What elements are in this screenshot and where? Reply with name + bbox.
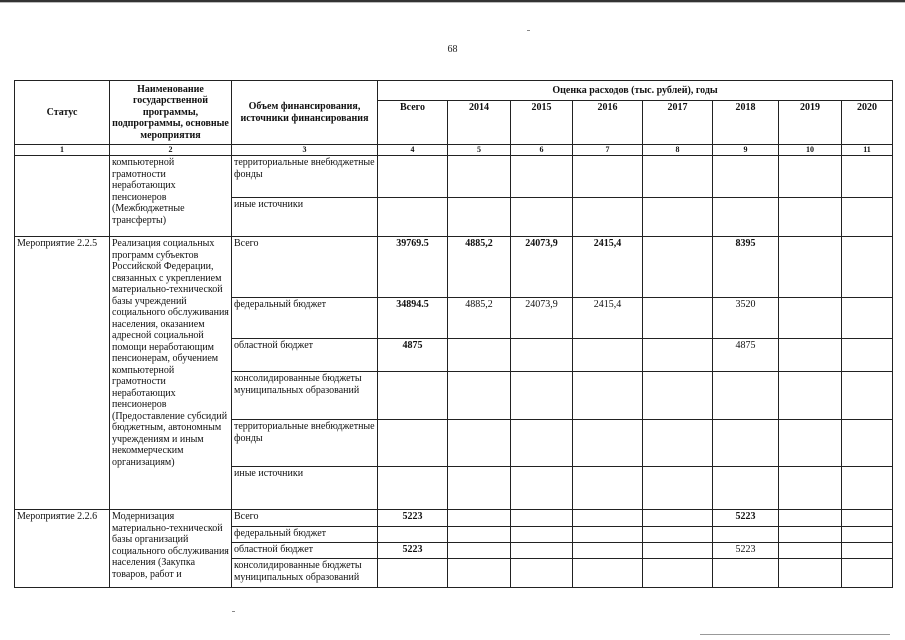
column-number: 6 xyxy=(511,145,573,156)
value-2014 xyxy=(448,198,511,237)
value-2016 xyxy=(573,420,643,467)
value-2016 xyxy=(573,467,643,510)
status-cell xyxy=(15,156,110,237)
value-2015: 24073,9 xyxy=(511,298,573,339)
value-2018 xyxy=(713,467,779,510)
header-name: Наименование государственной программы, подпрограммы, основные мероприятия xyxy=(110,81,232,145)
value-total xyxy=(378,372,448,420)
value-2014 xyxy=(448,543,511,559)
header-year: 2019 xyxy=(779,101,842,145)
value-2014 xyxy=(448,420,511,467)
column-number: 4 xyxy=(378,145,448,156)
measure-name: компьютерной грамотности неработающих пенсионеров (Межбюджетные трансферты) xyxy=(110,156,232,237)
value-2017 xyxy=(643,510,713,527)
value-2018 xyxy=(713,559,779,588)
status-cell: Мероприятие 2.2.5 xyxy=(15,237,110,510)
value-2014 xyxy=(448,372,511,420)
page-number: 68 xyxy=(447,44,458,55)
value-2019 xyxy=(779,527,842,543)
value-2020 xyxy=(842,527,893,543)
bottom-rule xyxy=(700,634,890,635)
value-2019 xyxy=(779,156,842,198)
table-row xyxy=(15,237,893,298)
value-2016 xyxy=(573,372,643,420)
value-2018 xyxy=(713,198,779,237)
column-number: 3 xyxy=(232,145,378,156)
value-2016 xyxy=(573,559,643,588)
funding-source: федеральный бюджет xyxy=(232,298,378,339)
value-2015 xyxy=(511,156,573,198)
value-2018: 8395 xyxy=(713,237,779,298)
column-number: 8 xyxy=(643,145,713,156)
value-2019 xyxy=(779,543,842,559)
value-2019 xyxy=(779,372,842,420)
value-total xyxy=(378,198,448,237)
value-2018 xyxy=(713,527,779,543)
value-2014 xyxy=(448,559,511,588)
funding-source: Всего xyxy=(232,237,378,298)
value-2018: 5223 xyxy=(713,543,779,559)
value-total: 4875 xyxy=(378,339,448,372)
status-cell: Мероприятие 2.2.6 xyxy=(15,510,110,588)
value-2015: 24073,9 xyxy=(511,237,573,298)
value-2020 xyxy=(842,298,893,339)
funding-source: областной бюджет xyxy=(232,339,378,372)
value-2019 xyxy=(779,510,842,527)
value-2015 xyxy=(511,527,573,543)
value-2016 xyxy=(573,543,643,559)
header-year: 2014 xyxy=(448,101,511,145)
value-2017 xyxy=(643,339,713,372)
value-2014 xyxy=(448,339,511,372)
value-2015 xyxy=(511,559,573,588)
financing-table xyxy=(14,80,893,588)
header-total: Всего xyxy=(378,101,448,145)
top-rule-secondary xyxy=(0,2,905,3)
value-total: 5223 xyxy=(378,510,448,527)
column-number-row xyxy=(15,145,893,156)
value-2020 xyxy=(842,510,893,527)
header-financing: Объем финансирования, источники финансирования xyxy=(232,81,378,145)
funding-source: территориальные внебюджетные фонды xyxy=(232,420,378,467)
value-2018 xyxy=(713,156,779,198)
value-2017 xyxy=(643,237,713,298)
column-number: 11 xyxy=(842,145,893,156)
value-2017 xyxy=(643,467,713,510)
value-2017 xyxy=(643,156,713,198)
column-number: 10 xyxy=(779,145,842,156)
scan-mark xyxy=(527,30,530,31)
value-total xyxy=(378,156,448,198)
value-total xyxy=(378,527,448,543)
value-2017 xyxy=(643,420,713,467)
value-2014 xyxy=(448,467,511,510)
value-2014: 4885,2 xyxy=(448,298,511,339)
header-year: 2018 xyxy=(713,101,779,145)
value-2019 xyxy=(779,559,842,588)
header-year: 2015 xyxy=(511,101,573,145)
value-2017 xyxy=(643,559,713,588)
value-2015 xyxy=(511,467,573,510)
funding-source: Всего xyxy=(232,510,378,527)
header-estimate: Оценка расходов (тыс. рублей), годы xyxy=(378,81,893,101)
value-2018 xyxy=(713,372,779,420)
value-2020 xyxy=(842,198,893,237)
value-2014 xyxy=(448,527,511,543)
value-total xyxy=(378,420,448,467)
column-number: 1 xyxy=(15,145,110,156)
table-row xyxy=(15,510,893,527)
value-2016 xyxy=(573,198,643,237)
value-2016 xyxy=(573,339,643,372)
value-2018: 3520 xyxy=(713,298,779,339)
value-2019 xyxy=(779,467,842,510)
value-2018 xyxy=(713,420,779,467)
value-2020 xyxy=(842,339,893,372)
value-2017 xyxy=(643,372,713,420)
value-2019 xyxy=(779,298,842,339)
value-2019 xyxy=(779,198,842,237)
value-2015 xyxy=(511,372,573,420)
value-2019 xyxy=(779,237,842,298)
value-2015 xyxy=(511,339,573,372)
column-number: 9 xyxy=(713,145,779,156)
value-2017 xyxy=(643,298,713,339)
header-year: 2020 xyxy=(842,101,893,145)
value-2015 xyxy=(511,198,573,237)
funding-source: территориальные внебюджетные фонды xyxy=(232,156,378,198)
scan-mark xyxy=(232,611,235,612)
value-2014 xyxy=(448,156,511,198)
value-2014: 4885,2 xyxy=(448,237,511,298)
column-number: 2 xyxy=(110,145,232,156)
value-2017 xyxy=(643,543,713,559)
measure-name: Реализация социальных программ субъектов Российской Федерации, связанных с укреплением материально-технической базы учреждений социального обслуживания населения, оказанием адресной социальной помощи неработающим пенсионерам, обучением компьютерной грамотности неработающих пенсионеров (Предоставление субсидий бюджетным, автономным учреждениям и иным некоммерческим организациям) xyxy=(110,237,232,510)
value-total xyxy=(378,467,448,510)
value-2017 xyxy=(643,527,713,543)
value-2019 xyxy=(779,339,842,372)
value-2020 xyxy=(842,467,893,510)
value-2020 xyxy=(842,372,893,420)
value-total: 34894.5 xyxy=(378,298,448,339)
value-2020 xyxy=(842,420,893,467)
table-row xyxy=(15,156,893,198)
value-2020 xyxy=(842,156,893,198)
value-2014 xyxy=(448,510,511,527)
value-2018: 4875 xyxy=(713,339,779,372)
value-total: 39769.5 xyxy=(378,237,448,298)
column-number: 5 xyxy=(448,145,511,156)
measure-name: Модернизация материально-технической базы организаций социального обслуживания населения (Закупка товаров, работ и xyxy=(110,510,232,588)
funding-source: иные источники xyxy=(232,467,378,510)
value-2016 xyxy=(573,156,643,198)
header-year: 2016 xyxy=(573,101,643,145)
column-number: 7 xyxy=(573,145,643,156)
value-2015 xyxy=(511,420,573,467)
value-2020 xyxy=(842,237,893,298)
value-2018: 5223 xyxy=(713,510,779,527)
funding-source: консолидированные бюджеты муниципальных образований xyxy=(232,372,378,420)
value-total: 5223 xyxy=(378,543,448,559)
value-2015 xyxy=(511,510,573,527)
value-2017 xyxy=(643,198,713,237)
value-total xyxy=(378,559,448,588)
value-2016 xyxy=(573,510,643,527)
header-status: Статус xyxy=(15,81,110,145)
value-2015 xyxy=(511,543,573,559)
value-2020 xyxy=(842,559,893,588)
funding-source: иные источники xyxy=(232,198,378,237)
value-2020 xyxy=(842,543,893,559)
funding-source: областной бюджет xyxy=(232,543,378,559)
funding-source: консолидированные бюджеты муниципальных образований xyxy=(232,559,378,588)
header-year: 2017 xyxy=(643,101,713,145)
value-2016: 2415,4 xyxy=(573,298,643,339)
value-2019 xyxy=(779,420,842,467)
value-2016 xyxy=(573,527,643,543)
value-2016: 2415,4 xyxy=(573,237,643,298)
funding-source: федеральный бюджет xyxy=(232,527,378,543)
